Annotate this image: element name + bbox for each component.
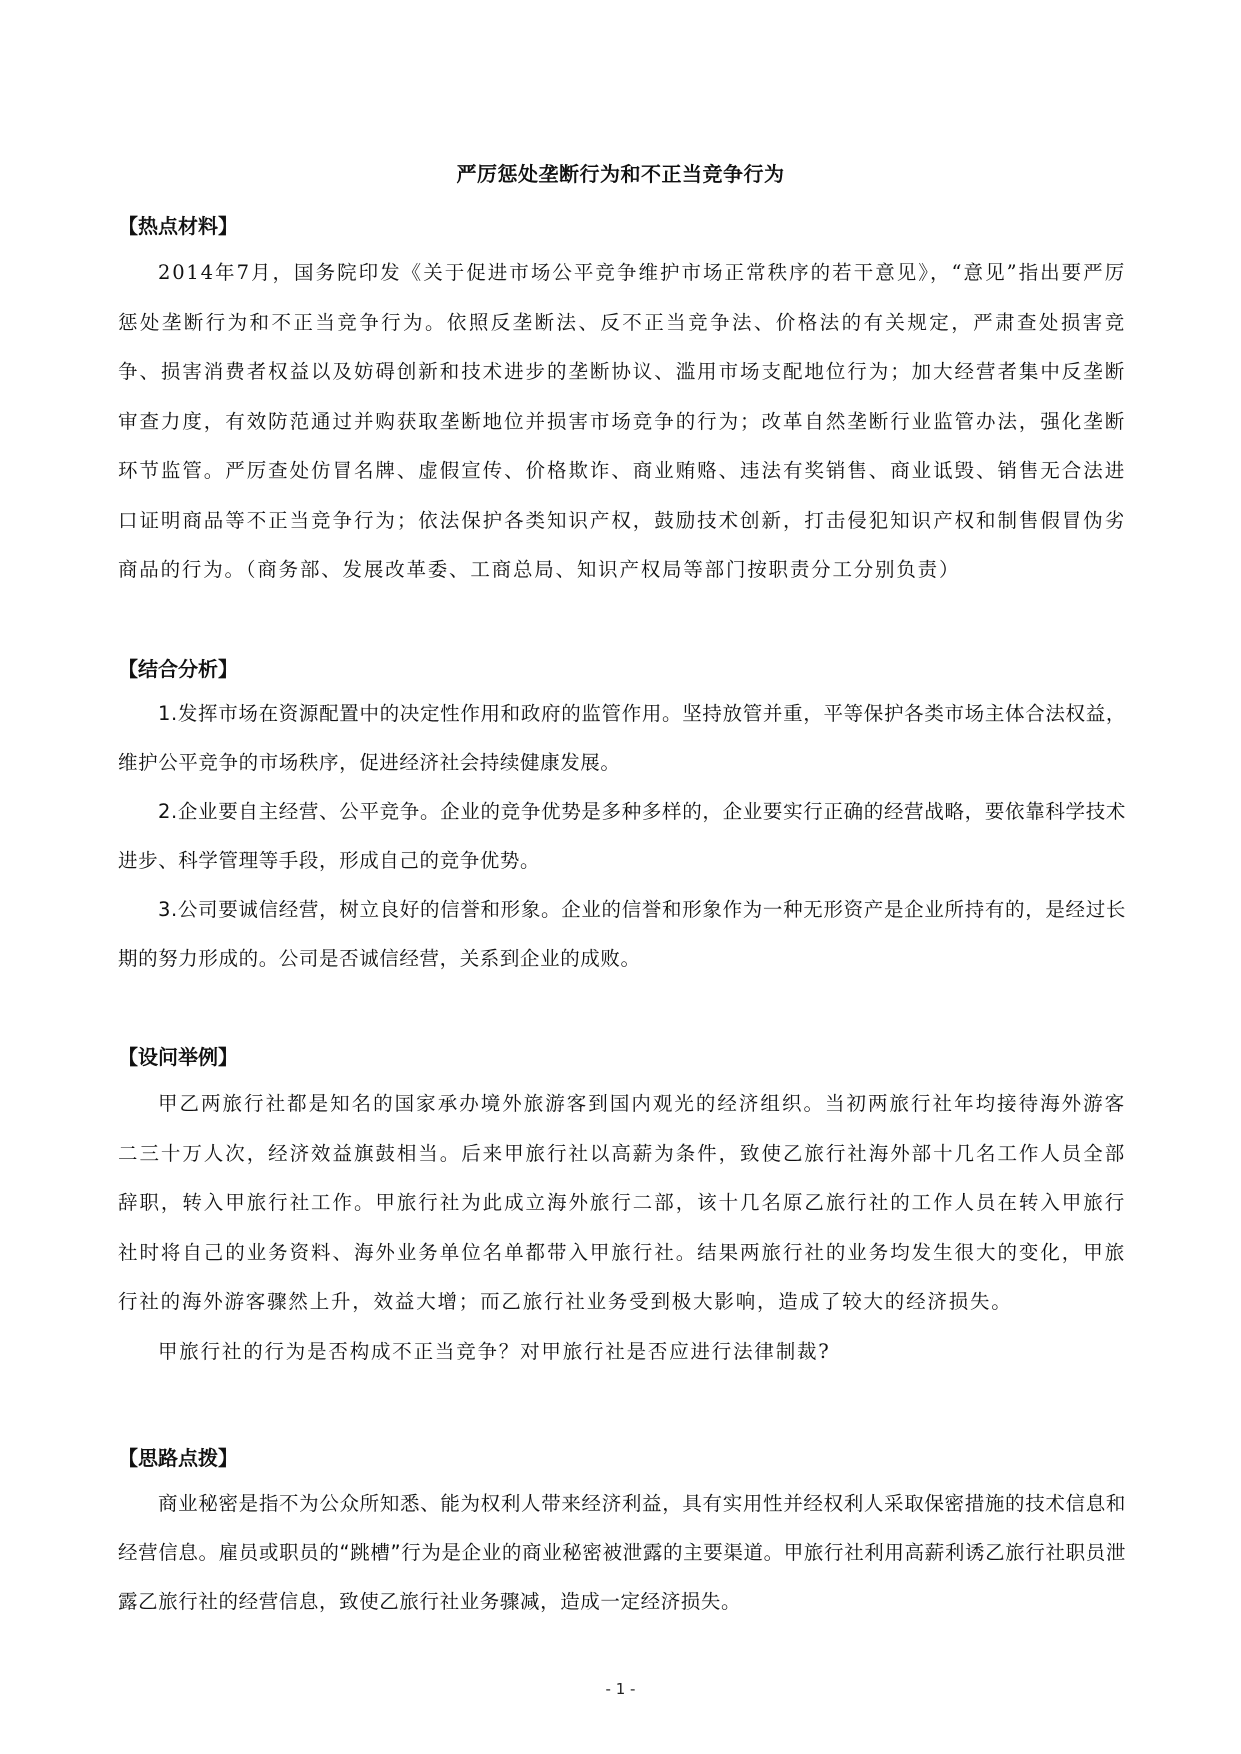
example-case-paragraph: 甲乙两旅行社都是知名的国家承办境外旅游客到国内观光的经济组织。当初两旅行社年均接待海外游客二三十万人次，经济效益旗鼓相当。后来甲旅行社以高薪为条件，致使乙旅行社海外部十几名工作人员全部辞职，转入甲旅行社工作。甲旅行社为此成立海外旅行二部，该十几名原乙旅行社的工作人员在转入甲旅行社时将自己的业务资料、海外业务单位名单都带入甲旅行社。结果两旅行社的业务均发生很大的变化，甲旅行社的海外游客骤然上升，效益大增；而乙旅行社业务受到极大影响，造成了较大的经济损失。 bbox=[118, 1092, 1126, 1313]
example-question-paragraph: 甲旅行社的行为是否构成不正当竞争？对甲旅行社是否应进行法律制裁? bbox=[158, 1340, 831, 1363]
document-title: 严厉惩处垄断行为和不正当竞争行为 bbox=[456, 162, 785, 186]
section-heading-guidance: 【思路点拨】 bbox=[118, 1446, 238, 1470]
analysis-paragraph-2: 2.企业要自主经营、公平竞争。企业的竞争优势是多种多样的，企业要实行正确的经营战略，要依靠科学技术进步、科学管理等手段，形成自己的竞争优势。 bbox=[118, 800, 1126, 872]
section-heading-example: 【设问举例】 bbox=[118, 1045, 238, 1069]
section-heading-analysis: 【结合分析】 bbox=[118, 657, 238, 681]
analysis-paragraph-3: 3.公司要诚信经营，树立良好的信誉和形象。企业的信誉和形象作为一种无形资产是企业所持有的，是经过长期的努力形成的。公司是否诚信经营，关系到企业的成败。 bbox=[118, 898, 1126, 970]
hot-material-paragraph: 2014年7月，国务院印发《关于促进市场公平竞争维护市场正常秩序的若干意见》，“意见”指出要严厉惩处垄断行为和不正当竞争行为。依照反垄断法、反不正当竞争法、价格法的有关规定，严肃查处损害竞争、损害消费者权益以及妨碍创新和技术进步的垄断协议、滥用市场支配地位行为；加大经营者集中反垄断审查力度，有效防范通过并购获取垄断地位并损害市场竞争的行为；改革自然垄断行业监管办法，强化垄断环节监管。严厉查处仿冒名牌、虚假宣传、价格欺诈、商业贿赂、违法有奖销售、商业诋毁、销售无合法进口证明商品等不正当竞争行为；依法保护各类知识产权，鼓励技术创新，打击侵犯知识产权和制售假冒伪劣商品的行为。（商务部、发展改革委、工商总局、知识产权局等部门按职责分工分别负责） bbox=[118, 261, 1126, 581]
guidance-paragraph: 商业秘密是指不为公众所知悉、能为权利人带来经济利益，具有实用性并经权利人采取保密措施的技术信息和经营信息。雇员或职员的“跳槽”行为是企业的商业秘密被泄露的主要渠道。甲旅行社利用高薪利诱乙旅行社职员泄露乙旅行社的经营信息，致使乙旅行社业务骤减，造成一定经济损失。 bbox=[118, 1492, 1126, 1613]
section-heading-hot-material: 【热点材料】 bbox=[118, 214, 238, 238]
page-number: - 1 - bbox=[605, 1680, 636, 1698]
analysis-paragraph-1: 1.发挥市场在资源配置中的决定性作用和政府的监管作用。坚持放管并重，平等保护各类市场主体合法权益，维护公平竞争的市场秩序，促进经济社会持续健康发展。 bbox=[118, 702, 1126, 774]
